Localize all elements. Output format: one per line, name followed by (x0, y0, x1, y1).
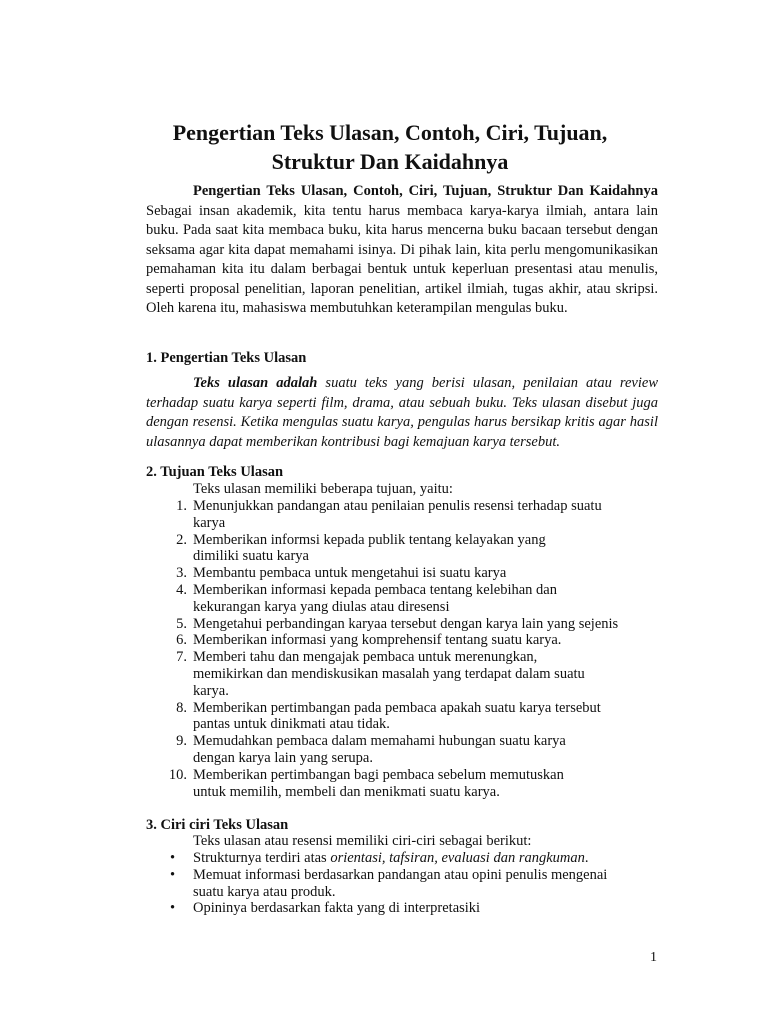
list-item-text: Mengetahui perbandingan karyaa tersebut dengan karya lain yang sejenis (193, 615, 619, 632)
intro-text: Sebagai insan akademik, kita tentu harus membaca karya-karya ilmiah, antara lain buku. Pada saat kita membaca buku, kita harus mencerna buku bacaan tersebut dengan seksama agar kita dapat memahami isinya. Di pihak lain, kita perlu mengomunikasikan pemahaman kita itu dalam berbagai bentuk untuk keperluan presentasi atau menulis, seperti proposal penelitian, laporan penelitian, artikel ilmiah, tugas akhir, atau skripsi. Oleh karena itu, mahasiswa membutuhkan keterampilan mengulas buku. (146, 202, 658, 316)
intro-paragraph (146, 182, 658, 319)
bullet-2-line-2: suatu karya atau produk. (193, 883, 336, 900)
list-item (170, 850, 663, 867)
list-item-text: dimiliki suatu karya (193, 548, 309, 565)
list-item-number: 6. (176, 632, 187, 649)
list-item-number: 10. (168, 766, 187, 783)
list-item-text: Memberikan pertimbangan pada pembaca apakah suatu karya tersebut (193, 699, 601, 716)
list-item-number: 5. (176, 615, 187, 632)
list-item (176, 581, 663, 616)
bullet-2-line-1: Memuat informasi berdasarkan pandangan atau opini penulis mengenai (193, 866, 608, 883)
list-item (176, 733, 663, 767)
list-item (176, 615, 663, 633)
bullet-icon: • (170, 866, 176, 883)
definition-term: Teks ulasan adalah (193, 375, 318, 391)
section-2-lead: Teks ulasan memiliki beberapa tujuan, yaitu: (193, 481, 453, 497)
list-item-text: Memberikan informasi kepada pembaca tentang kelebihan dan (193, 581, 557, 598)
list-item (170, 866, 663, 901)
list-item (176, 531, 663, 566)
title-line-1: Pengertian Teks Ulasan, Contoh, Ciri, Tujuan, (172, 120, 608, 145)
list-item-number: 4. (176, 581, 187, 598)
list-item-text: kekurangan karya yang diulas atau diresensi (193, 598, 450, 615)
list-item-text: Memberikan informasi yang komprehensif tentang suatu karya. (193, 632, 562, 649)
list-item-number: 2. (176, 531, 187, 548)
section-1-heading: 1. Pengertian Teks Ulasan (146, 350, 307, 366)
list-item-text: karya. (193, 682, 229, 699)
section-3-heading: 3. Ciri ciri Teks Ulasan (146, 817, 289, 833)
list-item-text: Memudahkan pembaca dalam memahami hubungan suatu karya (193, 733, 566, 750)
list-item-text: untuk memilih, membeli dan menikmati suatu karya. (193, 783, 500, 800)
page-title (140, 118, 640, 176)
bullet-1-pre: Strukturnya terdiri atas (193, 850, 331, 866)
list-item (176, 565, 663, 582)
list-item (176, 632, 663, 649)
list-item-text: Memberi tahu dan mengajak pembaca untuk merenungkan, (193, 649, 538, 666)
list-item-number: 9. (176, 733, 187, 750)
list-item-text: dengan karya lain yang serupa. (193, 749, 373, 766)
intro-bold-lead: Pengertian Teks Ulasan, Contoh, Ciri, Tujuan, Struktur Dan Kaidahnya (193, 183, 658, 199)
list-item-number: 8. (176, 699, 187, 716)
title-line-2: Struktur Dan Kaidahnya (271, 149, 509, 174)
list-item-text: Membantu pembaca untuk mengetahui isi suatu karya (193, 565, 507, 582)
bullet-icon: • (170, 850, 176, 866)
section-3-lead: Teks ulasan atau resensi memiliki ciri-ciri sebagai berikut: (193, 833, 532, 849)
list-item-text: Memberikan informsi kepada publik tentang kelayakan yang (193, 531, 546, 548)
list-item (176, 699, 663, 734)
bullet-icon: • (170, 900, 176, 917)
list-item-number: 3. (176, 565, 187, 582)
list-item-text: karya (193, 514, 226, 531)
section-2-heading: 2. Tujuan Teks Ulasan (146, 464, 284, 480)
tujuan-list (168, 498, 663, 800)
list-item (176, 649, 663, 699)
ciri-list (170, 850, 663, 917)
list-item-text: Memberikan pertimbangan bagi pembaca sebelum memutuskan (193, 766, 564, 783)
list-item-text: pantas untuk dinikmati atau tidak. (193, 716, 390, 733)
bullet-3-text: Opininya berdasarkan fakta yang di interpretasiki (193, 900, 481, 917)
list-item-number: 7. (176, 649, 187, 666)
list-item (168, 766, 663, 801)
list-item (170, 900, 663, 917)
list-item-number: 1. (176, 498, 187, 514)
bullet-1-post: . (584, 850, 589, 866)
page-number: 1 (650, 950, 657, 965)
section-1-paragraph (146, 374, 658, 452)
list-item-text: memikirkan dan mendiskusikan masalah yang terdapat dalam suatu (193, 665, 585, 682)
list-item-text: Menunjukkan pandangan atau penilaian penulis resensi terhadap suatu (193, 498, 602, 514)
bullet-1-italic: orientasi, tafsiran, evaluasi dan rangkuman (330, 850, 585, 866)
definition-text: suatu teks yang berisi ulasan, penilaian atau review terhadap suatu karya seperti film, drama, atau sebuah buku. Teks ulasan disebut juga dengan resensi. Ketika mengulas suatu karya, pengulas harus bersikap kritis agar hasil ulasannya dapat memberikan kontribusi bagi kemajuan karya tersebut. (146, 375, 658, 450)
list-item (176, 498, 663, 532)
